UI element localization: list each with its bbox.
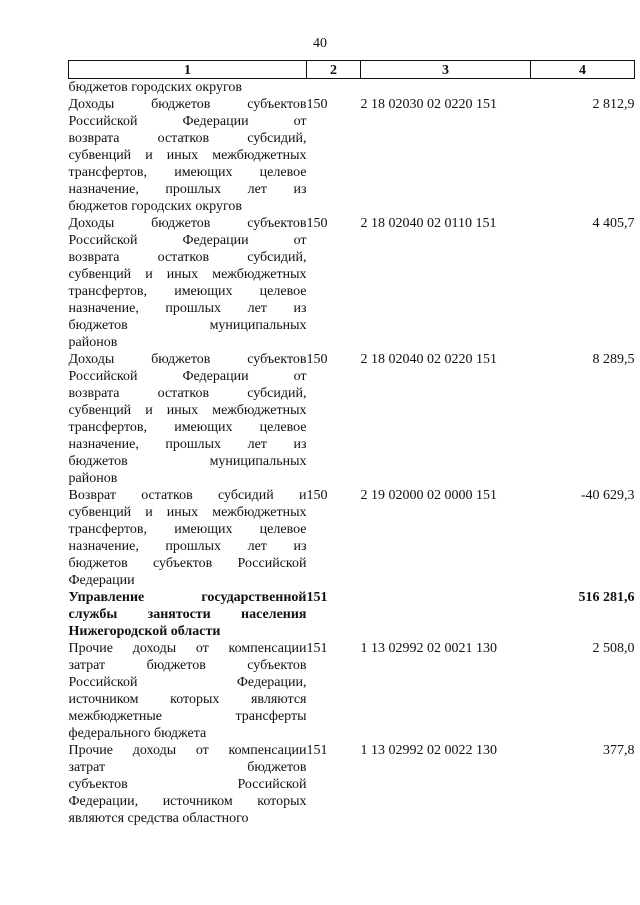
row-description xyxy=(69,742,307,827)
row-description xyxy=(69,487,307,589)
row-description xyxy=(69,79,307,97)
row-budget-code: 1 13 02992 02 0022 130 xyxy=(360,743,497,758)
row-admin-code xyxy=(307,79,361,97)
row-description xyxy=(69,96,307,215)
row-budget-code xyxy=(361,79,531,97)
description-line: назначение, прошлых лет из xyxy=(68,539,307,554)
table-row xyxy=(69,640,635,742)
row-amount: 4 405,7 xyxy=(592,216,635,231)
description-line: субъектов Российской xyxy=(68,777,307,792)
row-amount: -40 629,3 xyxy=(580,488,635,503)
description-line: Прочие доходы от компенсации xyxy=(68,743,307,758)
table-row xyxy=(69,215,635,351)
description-line: службы занятости населения xyxy=(68,607,307,622)
row-description xyxy=(69,215,307,351)
description-line: бюджетов муниципальных xyxy=(68,454,307,469)
description-line: районов xyxy=(68,471,118,486)
description-line: Доходы бюджетов субъектов xyxy=(68,97,307,112)
table-row xyxy=(69,79,635,97)
description-line: Доходы бюджетов субъектов xyxy=(68,352,307,367)
description-line: субвенций и иных межбюджетных xyxy=(68,505,307,520)
description-line: Федерации, источником которых xyxy=(68,794,307,809)
row-amount: 2 812,9 xyxy=(592,97,635,112)
description-line: бюджетов субъектов Российской xyxy=(68,556,307,571)
row-budget-code xyxy=(361,589,531,640)
description-line: Прочие доходы от компенсации xyxy=(68,641,307,656)
row-budget-code: 2 19 02000 02 0000 151 xyxy=(360,488,497,503)
page-number: 40 xyxy=(313,36,327,51)
description-line: затрат бюджетов субъектов xyxy=(68,658,307,673)
description-line: субвенций и иных межбюджетных xyxy=(68,403,307,418)
description-line: Нижегородской области xyxy=(68,624,221,639)
description-line: Российской Федерации от xyxy=(68,233,307,248)
table-header-row xyxy=(69,61,635,79)
column-header-4: 4 xyxy=(531,61,635,79)
description-line: субвенций и иных межбюджетных xyxy=(68,148,307,163)
row-amount: 8 289,5 xyxy=(592,352,635,367)
row-amount: 516 281,6 xyxy=(578,590,635,605)
table-row xyxy=(69,487,635,589)
description-line: Российской Федерации от xyxy=(68,369,307,384)
column-header-3: 3 xyxy=(361,61,531,79)
description-line: Российской Федерации, xyxy=(68,675,307,690)
description-line: бюджетов городских округов xyxy=(68,80,242,95)
table-row xyxy=(69,96,635,215)
description-line: Доходы бюджетов субъектов xyxy=(68,216,307,231)
description-line: назначение, прошлых лет из xyxy=(68,301,307,316)
description-line: трансфертов, имеющих целевое xyxy=(68,522,307,537)
description-line: Федерации xyxy=(68,573,135,588)
row-budget-code: 2 18 02040 02 0110 151 xyxy=(360,216,497,231)
row-admin-code: 151 xyxy=(306,590,328,605)
row-admin-code: 151 xyxy=(306,743,328,758)
description-line: трансфертов, имеющих целевое xyxy=(68,284,307,299)
description-line: источником которых являются xyxy=(68,692,307,707)
description-line: Возврат остатков субсидий и xyxy=(68,488,307,503)
description-line: Управление государственной xyxy=(68,590,307,605)
row-amount: 377,8 xyxy=(603,743,635,758)
row-description xyxy=(69,589,307,640)
description-line: субвенций и иных межбюджетных xyxy=(68,267,307,282)
table-row xyxy=(69,351,635,487)
row-budget-code: 2 18 02030 02 0220 151 xyxy=(360,97,497,112)
row-budget-code: 2 18 02040 02 0220 151 xyxy=(360,352,497,367)
row-admin-code: 150 xyxy=(306,352,328,367)
description-line: возврата остатков субсидий, xyxy=(68,250,307,265)
table-body xyxy=(69,79,635,828)
description-line: возврата остатков субсидий, xyxy=(68,131,307,146)
description-line: являются средства областного xyxy=(68,811,249,826)
table-row xyxy=(69,742,635,827)
column-header-2: 2 xyxy=(307,61,361,79)
description-line: бюджетов городских округов xyxy=(68,199,242,214)
description-line: межбюджетные трансферты xyxy=(68,709,307,724)
description-line: районов xyxy=(68,335,118,350)
row-description xyxy=(69,351,307,487)
table-row xyxy=(69,589,635,640)
column-header-1: 1 xyxy=(69,61,307,79)
description-line: трансфертов, имеющих целевое xyxy=(68,165,307,180)
description-line: затрат бюджетов xyxy=(68,760,307,775)
row-description xyxy=(69,640,307,742)
description-line: бюджетов муниципальных xyxy=(68,318,307,333)
row-admin-code: 150 xyxy=(306,488,328,503)
description-line: назначение, прошлых лет из xyxy=(68,437,307,452)
description-line: возврата остатков субсидий, xyxy=(68,386,307,401)
row-admin-code: 150 xyxy=(306,97,328,112)
row-admin-code: 150 xyxy=(306,216,328,231)
description-line: трансфертов, имеющих целевое xyxy=(68,420,307,435)
row-admin-code: 151 xyxy=(306,641,328,656)
description-line: федерального бюджета xyxy=(68,726,207,741)
description-line: назначение, прошлых лет из xyxy=(68,182,307,197)
row-amount: 2 508,0 xyxy=(592,641,635,656)
budget-table xyxy=(68,60,635,827)
row-amount xyxy=(531,79,635,97)
row-budget-code: 1 13 02992 02 0021 130 xyxy=(360,641,497,656)
description-line: Российской Федерации от xyxy=(68,114,307,129)
